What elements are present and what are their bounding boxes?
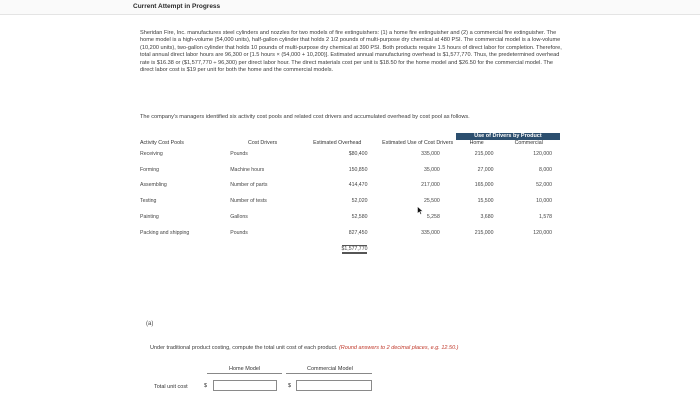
- cell-driver: Number of tests: [230, 198, 267, 205]
- cell-commercial: 8,000: [539, 166, 552, 173]
- page-header: [0, 0, 700, 15]
- cell-est-use: 335,000: [421, 229, 440, 236]
- divider: [207, 373, 282, 374]
- cell-home: 15,500: [477, 198, 494, 205]
- header-commercial: Commercial: [514, 140, 543, 146]
- header-home: Home: [469, 140, 484, 146]
- cell-driver: Number of parts: [230, 182, 268, 189]
- cell-est-use: 217,000: [421, 182, 440, 189]
- cell-driver: Machine hours: [230, 166, 265, 173]
- cell-home: 3,680: [480, 214, 494, 221]
- cell-pool: Testing: [140, 198, 157, 205]
- commercial-model-header: Commercial Model: [307, 366, 353, 372]
- cell-commercial: 120,000: [533, 229, 552, 236]
- cell-home: 27,000: [477, 166, 494, 173]
- cell-est-use: 5,258: [426, 214, 440, 221]
- cell-pool: Packing and shipping: [140, 229, 190, 236]
- cell-est-use: 335,000: [421, 150, 440, 157]
- table-row: [140, 225, 560, 241]
- cell-overhead: 414,470: [348, 182, 368, 189]
- divider: [286, 373, 372, 374]
- rounding-note: (Round answers to 2 decimal places, e.g. 12.50.): [338, 345, 459, 351]
- total-unit-cost-label: Total unit cost: [154, 384, 188, 390]
- cell-driver: Pounds: [230, 229, 248, 236]
- home-unit-cost-input[interactable]: [213, 380, 277, 391]
- table-row: [140, 193, 560, 209]
- cell-commercial: 1,578: [539, 214, 552, 221]
- cell-commercial: 120,000: [533, 150, 552, 157]
- cell-driver: Pounds: [230, 150, 248, 157]
- table-row: [140, 162, 560, 178]
- table-row: [140, 178, 560, 194]
- cell-overhead: 52,020: [351, 198, 368, 205]
- cell-pool: Forming: [140, 166, 160, 173]
- problem-description: Sheridan Fire, Inc. manufactures steel cylinders and nozzles for two models of fire extinguishers: (1) a home fire extinguisher and (2) a commercial fire extinguisher. The home model is a high-volume (54,000 units), half-gallon cylinder that holds 2 1/2 pounds of multi-purpose dry chemical at 480 PSI. The commercial model is a low-volume (10,200 units), two-gallon cylinder that holds 10 pounds of multi-purpose dry chemical at 390 PSI. Both products require 1.5 hours of direct labor for completion. Therefore, total annual direct labor hours are 96,300 or [1.5 hours × (54,000 + 10,200)]. Estimated annual manufacturing overhead is $1,577,770. Thus, the predetermined overhead rate is $16.38 or ($1,577,770 ÷ 96,300) per direct labor hour. The direct materials cost per unit is $18.50 for the home model and $26.50 for the commercial model. The direct labor cost is $19 per unit for both the home and the commercial models.: [140, 30, 562, 74]
- drivers-banner: Use of Drivers by Product: [456, 133, 560, 140]
- instruction-text: Under traditional product costing, compute the total unit cost of each product.: [150, 345, 338, 351]
- mouse-pointer-icon: [417, 206, 424, 215]
- question-instruction: [150, 345, 459, 351]
- home-model-header: Home Model: [229, 366, 261, 372]
- cell-driver: Gallons: [230, 214, 248, 221]
- header-driver: Cost Drivers: [248, 140, 278, 146]
- cell-pool: Receiving: [140, 150, 163, 157]
- cell-overhead: 52,580: [351, 214, 368, 221]
- cell-overhead: 827,450: [348, 229, 368, 236]
- table-row: [140, 146, 560, 162]
- cell-overhead: $80,400: [348, 150, 368, 157]
- cell-home: 165,000: [474, 182, 494, 189]
- part-a-label: (a): [146, 321, 154, 327]
- cell-commercial: 52,000: [536, 182, 552, 189]
- cell-home: 215,000: [474, 150, 494, 157]
- header-overhead: Estimated Overhead: [313, 140, 362, 146]
- page-title: Current Attempt in Progress: [133, 3, 221, 10]
- table-intro: The company's managers identified six activity cost pools and related cost drivers and accumulated overhead by cost pool as follows.: [140, 114, 470, 120]
- cell-commercial: 10,000: [536, 198, 552, 205]
- cell-est-use: 35,000: [423, 166, 440, 173]
- cell-est-use: 25,500: [423, 198, 440, 205]
- cell-home: 215,000: [474, 229, 494, 236]
- table-row: [140, 209, 560, 225]
- header-est-use: Estimated Use of Cost Drivers: [382, 140, 454, 146]
- commercial-unit-cost-input[interactable]: [296, 380, 372, 391]
- cell-pool: Assembling: [140, 182, 167, 189]
- cell-overhead: 150,850: [348, 166, 368, 173]
- currency-symbol: $: [204, 383, 208, 389]
- currency-symbol: $: [288, 383, 292, 389]
- cell-pool: Painting: [140, 214, 159, 221]
- header-pool: Activity Cost Pools: [140, 140, 184, 146]
- table-total-row: [140, 241, 560, 257]
- activity-cost-table: [140, 133, 560, 257]
- total-overhead: $1,577,770: [341, 245, 368, 252]
